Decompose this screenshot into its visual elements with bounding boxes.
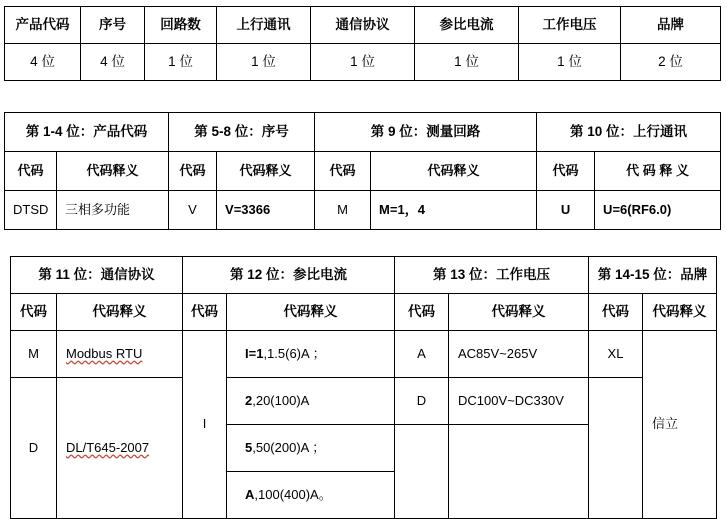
current-line-3 [227, 425, 395, 472]
t3-subheader: 代码 [183, 294, 227, 331]
serial-code-meaning-bold: V [225, 201, 234, 217]
serial-code-meaning-rest: =3366 [233, 201, 271, 217]
t1-value-cell: 4 位 [81, 44, 145, 81]
t1-value-cell: 4 位 [5, 44, 81, 81]
t1-value-cell: 1 位 [145, 44, 217, 81]
t2-group-header: 第 10 位：上行通讯 [537, 113, 721, 152]
t1-header-cell: 参比电流 [415, 7, 519, 44]
t3-subheader: 代码 [589, 294, 643, 331]
t1-header-cell: 工作电压 [519, 7, 621, 44]
protocol-meaning-m [57, 331, 183, 378]
t1-header-cell: 品牌 [621, 7, 721, 44]
t3-subheader: 代码释义 [227, 294, 395, 331]
t2-group-header: 第 9 位：测量回路 [315, 113, 537, 152]
code-structure-table [4, 6, 721, 81]
t1-header-cell: 通信协议 [311, 7, 415, 44]
t2-subheader: 代码释义 [57, 152, 169, 191]
current-line-3-lead: 5 [245, 439, 253, 455]
brand-code-spacer [589, 378, 643, 519]
protocol-meaning-m-text: Modbus RTU [66, 345, 143, 361]
voltage-meaning-a: AC85V~265V [449, 331, 589, 378]
table-row [11, 294, 717, 331]
voltage-meaning-d: DC100V~DC330V [449, 378, 589, 425]
current-line-4-lead: A [245, 486, 255, 502]
protocol-code-m: M [11, 331, 57, 378]
t2-subheader: 代码 [5, 152, 57, 191]
uplink-code-value: U [537, 191, 595, 230]
voltage-code-spacer [395, 425, 449, 519]
product-code-meaning: 三相多功能 [57, 191, 169, 230]
t2-subheader: 代码释义 [217, 152, 315, 191]
table-row [5, 191, 721, 230]
current-line-3-rest: ,50(200)A ； [252, 439, 326, 455]
digits-1-10-table [4, 112, 721, 230]
current-line-1 [227, 331, 395, 378]
t3-group-header: 第 11 位：通信协议 [11, 257, 183, 294]
current-line-4-rest: ,100(400)A。 [254, 486, 332, 502]
t3-subheader: 代码 [11, 294, 57, 331]
t3-subheader: 代码 [395, 294, 449, 331]
t2-subheader: 代码释义 [371, 152, 537, 191]
current-line-2-lead: 2 [245, 392, 253, 408]
t1-header-cell: 序号 [81, 7, 145, 44]
t1-header-cell: 产品代码 [5, 7, 81, 44]
t2-group-header: 第 1-4 位：产品代码 [5, 113, 169, 152]
t1-header-cell: 回路数 [145, 7, 217, 44]
brand-code-xl: XL [589, 331, 643, 378]
t3-group-header: 第 13 位：工作电压 [395, 257, 589, 294]
table-row [5, 152, 721, 191]
protocol-meaning-d [57, 378, 183, 519]
current-code-i: I [183, 331, 227, 519]
voltage-meaning-spacer [449, 425, 589, 519]
current-line-4 [227, 472, 395, 519]
t1-value-cell: 1 位 [311, 44, 415, 81]
table-row [11, 378, 717, 425]
current-line-1-rest: ,1.5(6)A ； [263, 345, 326, 361]
loop-code-meaning [371, 191, 537, 230]
table-row [5, 7, 721, 44]
t3-group-header: 第 12 位：参比电流 [183, 257, 395, 294]
t1-value-cell: 1 位 [519, 44, 621, 81]
brand-meaning-xl: 信立 [643, 331, 717, 519]
protocol-meaning-d-text: DL/T645-2007 [66, 439, 150, 455]
current-line-2-rest: ,20(100)A [252, 392, 310, 408]
t2-subheader: 代码 [537, 152, 595, 191]
t2-subheader: 代 码 释 义 [595, 152, 721, 191]
t3-group-header: 第 14-15 位：品牌 [589, 257, 717, 294]
t2-subheader: 代码 [169, 152, 217, 191]
table-row [5, 113, 721, 152]
t1-header-cell: 上行通讯 [217, 7, 311, 44]
t1-value-cell: 1 位 [415, 44, 519, 81]
voltage-code-d: D [395, 378, 449, 425]
current-line-1-lead: I=1 [245, 345, 264, 361]
t1-value-cell: 1 位 [217, 44, 311, 81]
digits-11-15-table [10, 256, 717, 519]
t3-subheader: 代码释义 [643, 294, 717, 331]
serial-code-meaning [217, 191, 315, 230]
table-row [11, 257, 717, 294]
protocol-code-d: D [11, 378, 57, 519]
t3-subheader: 代码释义 [57, 294, 183, 331]
t2-group-header: 第 5-8 位：序号 [169, 113, 315, 152]
t3-subheader: 代码释义 [449, 294, 589, 331]
voltage-code-a: A [395, 331, 449, 378]
uplink-code-meaning-rest: =6(RF6.0) [612, 201, 672, 217]
uplink-code-meaning-bold: U [603, 201, 613, 217]
table-row [11, 331, 717, 378]
uplink-code-meaning [595, 191, 721, 230]
serial-code-value: V [169, 191, 217, 230]
t1-value-cell: 2 位 [621, 44, 721, 81]
loop-code-meaning-rest: =1，4 [389, 201, 425, 217]
loop-code-value: M [315, 191, 371, 230]
table-row [5, 44, 721, 81]
t2-subheader: 代码 [315, 152, 371, 191]
loop-code-meaning-bold: M [379, 201, 390, 217]
current-line-2 [227, 378, 395, 425]
product-code-value: DTSD [5, 191, 57, 230]
